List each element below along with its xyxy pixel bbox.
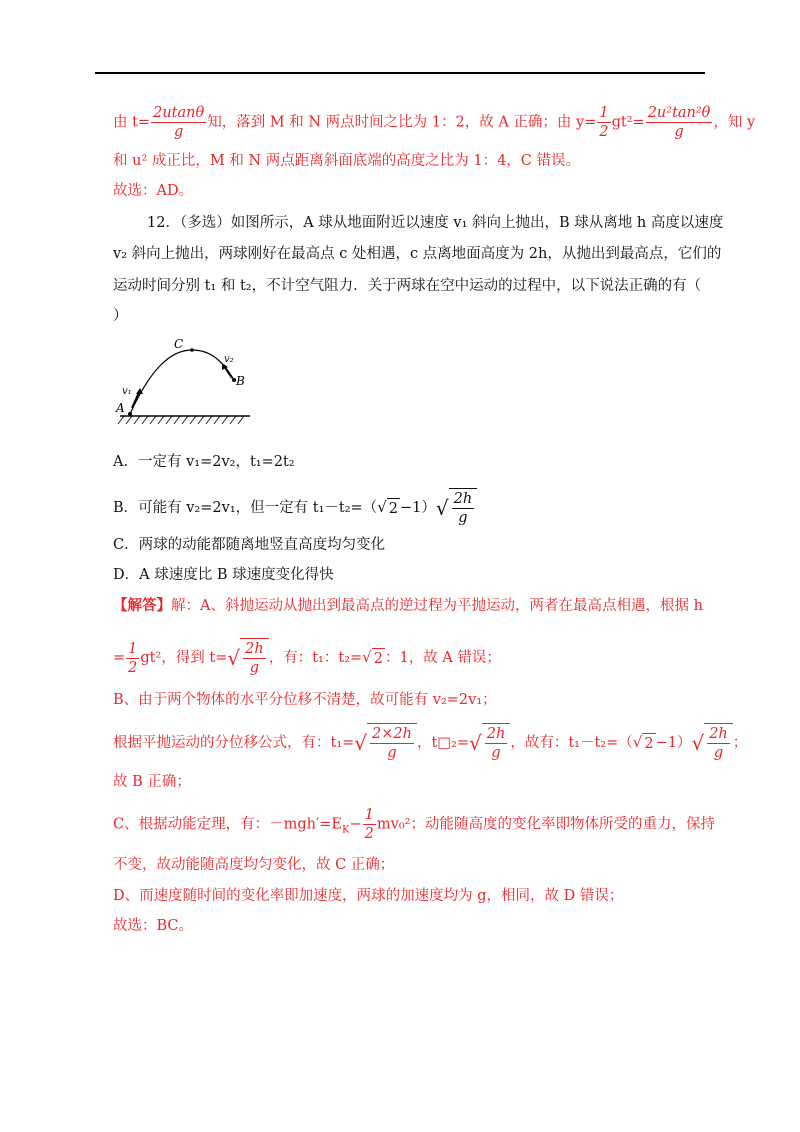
fraction: $\frac{\text{2u²tan²θ}}{g}$ [647,105,711,140]
question-line-1: 12．（多选）如图所示，A 球从地面附近以速度 v₁ 斜向上抛出，B 球从离地 h 高度以速度 [147,215,724,231]
solution-line-1 [113,104,755,141]
solution-line-2: 和 u² 成正比，M 和 N 两点距离斜面底端的高度之比为 1：4，C 错误。 [113,153,580,169]
fraction: $\frac{2utan\theta}{g}$ [153,105,205,140]
label-C: C [174,337,184,351]
option-B: B．可能有 v₂=2v₁，但一定有 t₁－t₂=（ √ 2 −1） √ $\frac{2h}{g}$ [113,488,477,528]
label-v2: v₂ [224,354,234,365]
question-line-4: ） [113,308,128,324]
header-rule [95,72,705,74]
text: 由 t= [113,114,151,131]
ground-hatch [118,416,244,424]
text: ，知 y [713,114,756,131]
label-A: A [116,401,125,415]
label-B: B [236,374,245,388]
question-line-3: 运动时间分别 t₁ 和 t₂，不计空气阻力．关于两球在空中运动的过程中，以下说法正确的有（ [113,278,702,294]
projectile-figure [110,330,260,430]
solution-B-conclusion: 故 B 正确； [113,774,191,790]
solution-B-line-1: B、由于两个物体的水平分位移不清楚，故可能有 v₂=2v₁； [113,692,497,708]
answer-tag: 【解答】 [113,597,171,614]
point-C [190,348,194,352]
solution-A-line-2: = $\frac{1}{2}$ gt²，得到 t= √ $\frac{2h}{g}$ ，有：t₁：t₂= √ 2 ：1，故 A 错误； [113,638,501,678]
solution-C-line-2: 不变，故动能随高度均匀变化，故 C 正确； [113,857,395,873]
solution-C-line-1: C、根据动能定理，有：$-mgh'=E_K-$ $\frac{1}{2}$ mv₀²；动能随高度的变化率即物体所受的重力，保持 [113,807,715,842]
fraction: $\frac{1}{2}$ [599,105,609,140]
solution-B-line-2: 根据平抛运动的分位移公式，有：t₁= √ $\frac{2\times 2h}{g}$ ，t□₂= √ $\frac{2h}{g}$ ，故有：t₁－t₂=（ √ 2 −1） √ $\frac{2h}{g}$ ； [113,723,747,763]
option-D: D．A 球速度比 B 球速度变化得快 [113,567,334,583]
solution-A-line-1: 【解答】解：A、斜抛运动从抛出到最高点的逆过程为平抛运动，两者在最高点相遇，根据 h [113,597,703,614]
label-v1: v₁ [122,386,132,397]
point-A [128,412,132,416]
solution-D: D、而速度随时间的变化率即加速度，两球的加速度均为 g，相同，故 D 错误； [113,888,624,904]
solution-answer: 故选：AD。 [113,183,194,199]
question-line-2: v₂ 斜向上抛出，两球刚好在最高点 c 处相遇，c 点离地面高度为 2h，从抛出到最高点，它们的 [113,246,722,262]
trajectory-curve [130,350,234,414]
solution-answer-2: 故选：BC。 [113,918,194,934]
text: 知，落到 M 和 N 两点时间之比为 1：2，故 A 正确；由 y= [207,114,597,131]
option-A: A．一定有 v₁=2v₂，t₁=2t₂ [113,454,295,470]
text: gt²= [611,114,645,131]
option-C: C．两球的动能都随离地竖直高度均匀变化 [113,537,386,553]
